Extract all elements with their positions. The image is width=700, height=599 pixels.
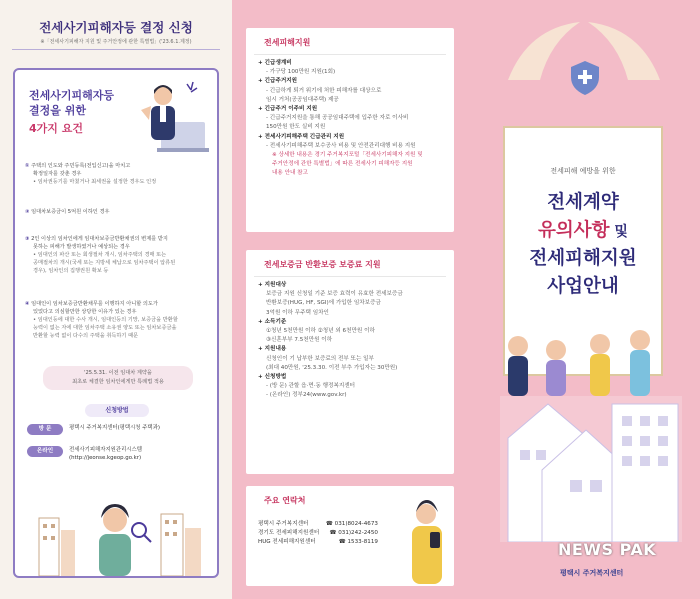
buildings-illustration (21, 490, 211, 576)
right-panel (468, 0, 700, 599)
people-houses-illustration (490, 320, 690, 542)
contacts-card (246, 486, 454, 586)
person-laptop-illustration (127, 76, 211, 158)
special-law-note: '25.5.31. 이전 임대차 계약을 최초로 체결한 임차인에게만 특례법 적용 (43, 366, 193, 390)
requirements-box (13, 68, 219, 578)
left-panel (0, 0, 232, 599)
contact-phone[interactable]: ☎ 031)8024-4673 (325, 521, 378, 527)
law-note: ※「전세사기피해자 지원 및 주거안정에 관한 특별법」('23.6.1.제정) (12, 38, 220, 50)
requirements-count: 4가지 요건 (29, 122, 83, 135)
contacts-heading: 주요 연락처 (264, 496, 306, 505)
deposit-heading: 전세보증금 반환보증 보증료 지원 (254, 250, 446, 277)
requirement-3: ③ 2인 이상의 임차인에게 임대차보증금반환채권의 변제를 받지 못하는 피해가 발생하였거나 예상되는 경우 • 임대인의 파산 또는 회생절차 개시, 임차주택의 경매 또는 공매절차의 개시(국세 또는 지방세 체납으로 임차주택이 압류된 경우), 임차인의 집행권원 확보 등 (25, 236, 176, 274)
org-logo-text: 평택시 주거복지센터 (560, 569, 624, 577)
title-line-1: 전세계약 (547, 192, 619, 213)
support-card: 전세피해지원 + 긴급생계비 - 가구당 100만원 지원(1회) + 긴급주거지원 - 긴급하게 퇴거 위기에 처한 피해자를 대상으로 임시 거처(공공임대주택) 제공 + 긴급주거 이주비 지원 - 긴급주거지원을 통해 공공임대주택에 입주한 자로 이사비 150만원 한도 실비 지원 + 전세사기피해주택 긴급관리 지원 - 전세사기피해주택 보수공사 비용 및 안전관리대행 비용 지원 ※ 상세한 내용은 경기 주거복지포털「전세사기피해자 지원 및 주거안정에 관한 특별법」에 따른 전세사기 피해자등 지원 내용 안내 참고 (246, 28, 454, 232)
contact-row: 경기도 전세피해지원센터 ☎ 031)242-2450 (258, 529, 386, 538)
support-heading: 전세피해지원 (254, 28, 446, 55)
deposit-card: 전세보증금 반환보증 보증료 지원 + 지원대상 보증금 지원 신청일 기준 보증 효력이 유효한 전세보증금 반환보증(HUG, HF, SGI)에 가입한 임차보증금 3억원 이하 무주택 임차인 + 소득기준 ①청년 5천만원 이하 ②청년 외 6천만원 이하 ③신혼부부 7.5천만원 이하 + 지원내용 신청인이 기 납부한 보증료의 전부 또는 일부 (최대 40만원, '25.3.30. 이전 부추 가입자는 30만원) + 신청방법 - (방 문) 관할 읍·면·동 행정복지센터 - (온라인) 정부24(www.gov.kr) (246, 250, 454, 474)
news-watermark: NEWS PAK (558, 540, 657, 559)
shield-plus-icon (569, 60, 601, 96)
person-phone-illustration (404, 496, 452, 584)
requirements-heading: 전세사기피해자등 결정을 위한 (29, 89, 115, 117)
title-line-4: 사업안내 (547, 276, 619, 297)
title-line-3: 전세피해지원 (529, 248, 637, 269)
requirement-4: ④ 임대인이 임차보증금반환채무를 이행하지 아니할 의도가 있었다고 의심할만한 상당한 이유가 있는 경우 • 임대인등에 대한 수사 개시, 임대인등의 기망, 보증금을 반환할 능력이 없는 자에 대한 임차주택 소유권 양도 또는 임차보증금을 반환할 능력 없이 다수의 주택을 취득하기 때문 (25, 301, 178, 339)
middle-panel (232, 0, 468, 599)
online-url[interactable]: (http://jeonse.kgeop.go.kr) (69, 455, 142, 461)
method-online: 온라인 전세사기피해자지원관리시스템 (http://jeonse.kgeop.go.kr) (27, 446, 189, 462)
page-title: 전세사기피해자등 결정 신청 (39, 20, 193, 35)
title-line-2: 유의사항 및 (538, 220, 628, 241)
apply-method-heading: 신청방법 (85, 404, 149, 417)
contact-phone[interactable]: ☎ 031)242-2450 (329, 530, 378, 537)
method-tag-visit: 방 문 (27, 424, 63, 435)
method-tag-online: 온라인 (27, 446, 63, 457)
contact-row: HUG 전세피해지원센터 ☎ 1533-8119 (258, 538, 386, 547)
requirement-2: ② 임대차보증금이 5억원 이하인 경우 (25, 209, 110, 215)
support-note: ※ 상세한 내용은 경기 주거복지포털「전세사기피해자 지원 및 (272, 152, 423, 159)
method-visit: 방 문 평택시 주거복지센터(평택시청 주택과) (27, 424, 189, 435)
pre-title: 전세피해 예방을 위한 (550, 167, 616, 175)
contact-row: 평택시 주거복지센터 ☎ 031)8024-4673 (258, 520, 386, 529)
contact-phone[interactable]: ☎ 1533-8119 (338, 539, 378, 546)
requirement-1: ① 주택의 인도와 주민등록(전입신고)을 마치고 확정일자를 갖춘 경우 • 임차권등기를 마쳤거나 최세권을 설정한 경우도 인정 (25, 163, 157, 185)
